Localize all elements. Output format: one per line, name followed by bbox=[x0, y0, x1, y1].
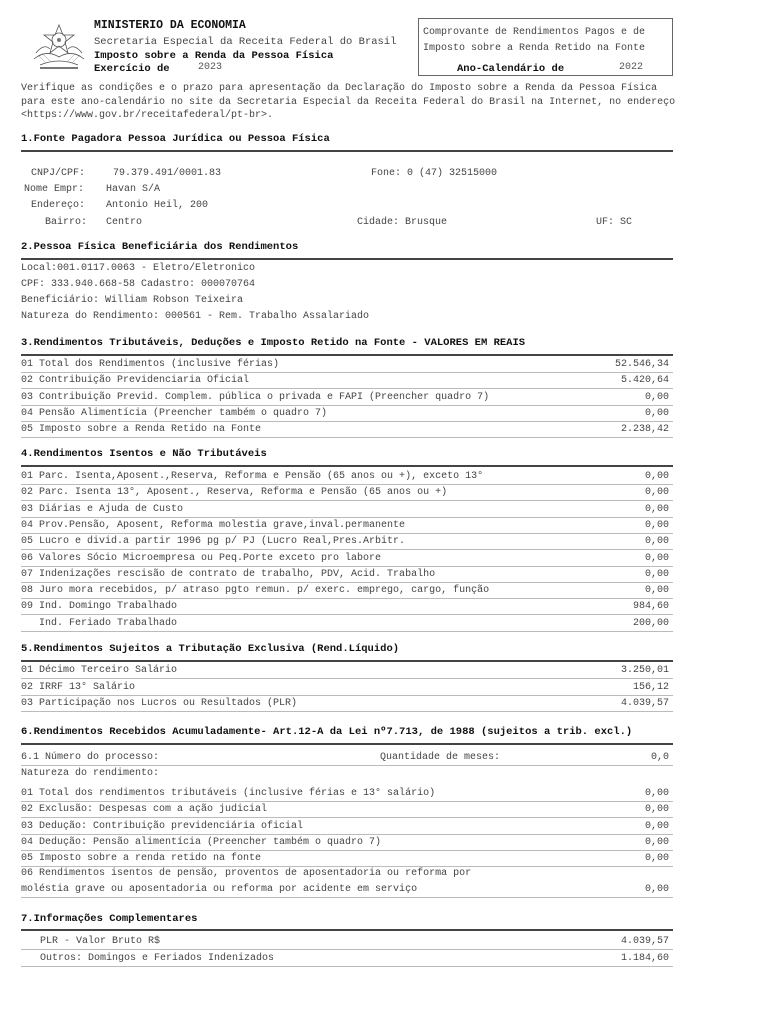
row-value: 4.039,57 bbox=[620, 698, 669, 709]
document-header bbox=[28, 17, 673, 77]
row-value: 0,00 bbox=[644, 804, 669, 816]
header-left bbox=[28, 17, 418, 77]
secretaria-name: Secretaria Especial da Receita Federal do Brasil bbox=[94, 36, 397, 48]
row-label: 01 Total dos rendimentos tributáveis (inclusive férias e 13° salário) bbox=[21, 788, 436, 799]
row06-value: 0,00 bbox=[644, 884, 669, 895]
section-5-title: 5.Rendimentos Sujeitos a Tributação Exclusiva (Rend.Líquido) bbox=[21, 643, 400, 655]
cpf-cadastro-text: CPF: 333.940.668-58 Cadastro: 000070764 bbox=[21, 279, 256, 290]
meses-label: Quantidade de meses: bbox=[380, 752, 501, 763]
table-row bbox=[21, 820, 673, 835]
comprovante-line-2: Imposto sobre a Renda Retido na Fonte bbox=[423, 43, 646, 54]
table-row bbox=[21, 852, 673, 867]
table-row bbox=[21, 519, 673, 534]
section-6-title: 6.Rendimentos Recebidos Acumuladamente- Art.12-A da Lei nº7.713, de 1988 (sujeitos a trib. excl.) bbox=[21, 726, 633, 738]
row-label: Outros: Domingos e Feriados Indenizados bbox=[40, 952, 275, 964]
row-value: 0,00 bbox=[644, 519, 669, 531]
section-5-rule bbox=[21, 660, 673, 662]
table-row bbox=[21, 374, 673, 389]
section-7-rule bbox=[21, 929, 673, 931]
row-label: 04 Prov.Pensão, Aposent, Reforma molestia grave,inval.permanente bbox=[21, 519, 406, 531]
row-label: 04 Dedução: Pensão alimentícia (Preencher também o quadro 7) bbox=[21, 836, 382, 848]
ano-calendario-label: Ano-Calendário de bbox=[457, 63, 565, 75]
exercicio-value: 2023 bbox=[198, 62, 223, 73]
natureza-rendimento-text: Natureza do Rendimento: 000561 - Rem. Trabalho Assalariado bbox=[21, 311, 370, 322]
table-row bbox=[21, 503, 673, 518]
comprovante-line-1: Comprovante de Rendimentos Pagos e de bbox=[423, 27, 646, 38]
row-label: 03 Diárias e Ajuda de Custo bbox=[21, 503, 184, 515]
row06 bbox=[21, 883, 673, 898]
table-row bbox=[21, 664, 673, 679]
natureza-label: Natureza do rendimento: bbox=[21, 768, 160, 779]
table-row bbox=[21, 486, 673, 501]
section-2-rule bbox=[21, 258, 673, 260]
table-row bbox=[21, 552, 673, 567]
row-label: 07 Indenizações rescisão de contrato de trabalho, PDV, Acid. Trabalho bbox=[21, 568, 436, 580]
cnpj-value: 79.379.491/0001.83 bbox=[113, 168, 222, 179]
document-subtitle: Imposto sobre a Renda da Pessoa Física bbox=[94, 50, 334, 62]
table-row bbox=[21, 600, 673, 615]
table-row bbox=[21, 935, 673, 950]
fone-text: Fone: 0 (47) 32515000 bbox=[371, 168, 498, 179]
table-row bbox=[21, 681, 673, 696]
row-label: 01 Décimo Terceiro Salário bbox=[21, 665, 178, 676]
nome-label: Nome Empr: bbox=[24, 184, 85, 195]
row-label: 05 Imposto sobre a renda retido na fonte bbox=[21, 853, 262, 865]
table-row bbox=[21, 617, 673, 632]
row-value: 3.250,01 bbox=[620, 665, 669, 676]
uf-text: UF: SC bbox=[596, 217, 633, 228]
row-value: 0,00 bbox=[644, 585, 669, 597]
coat-of-arms-icon bbox=[30, 23, 88, 71]
table-row bbox=[21, 697, 673, 712]
exercicio-label: Exercício de bbox=[94, 63, 170, 75]
ano-calendario-value: 2022 bbox=[619, 62, 644, 73]
row-value: 4.039,57 bbox=[620, 936, 669, 947]
row-value: 1.184,60 bbox=[620, 952, 669, 964]
row06-line-1: 06 Rendimentos isentos de pensão, proventos de aposentadoria ou reforma por bbox=[21, 868, 472, 879]
table-row bbox=[21, 836, 673, 851]
row-value: 0,00 bbox=[644, 568, 669, 580]
section-1-rule bbox=[21, 150, 673, 152]
row-label: 03 Dedução: Contribuição previdenciária oficial bbox=[21, 820, 304, 832]
row-label: 09 Ind. Domingo Trabalhado bbox=[21, 601, 178, 613]
section-6-rule bbox=[21, 743, 673, 745]
section-3-title: 3.Rendimentos Tributáveis, Deduções e Imposto Retido na Fonte - VALORES EM REAIS bbox=[21, 337, 526, 349]
section-7-title: 7.Informações Complementares bbox=[21, 913, 198, 925]
row-label: 02 Exclusão: Despesas com a ação judicial bbox=[21, 804, 268, 816]
row-value: 0,00 bbox=[644, 487, 669, 499]
row-value: 0,00 bbox=[644, 552, 669, 564]
table-row bbox=[21, 407, 673, 422]
row06-line-2: moléstia grave ou aposentadoria ou reforma por acidente em serviço bbox=[21, 884, 418, 895]
row-label: 01 Total dos Rendimentos (inclusive férias) bbox=[21, 359, 280, 370]
cnpj-label: CNPJ/CPF: bbox=[31, 168, 86, 179]
row-value: 200,00 bbox=[632, 617, 669, 629]
table-row bbox=[21, 358, 673, 373]
table-row bbox=[21, 568, 673, 583]
nome-value: Havan S/A bbox=[106, 184, 161, 195]
section-4-title: 4.Rendimentos Isentos e Não Tributáveis bbox=[21, 448, 267, 460]
row-label: 02 IRRF 13° Salário bbox=[21, 681, 136, 693]
comprovante-box bbox=[418, 18, 673, 76]
row-value: 984,60 bbox=[632, 601, 669, 613]
row-label: 02 Contribuição Previdenciaria Oficial bbox=[21, 375, 250, 387]
section-1-title: 1.Fonte Pagadora Pessoa Jurídica ou Pessoa Física bbox=[21, 133, 330, 145]
endereco-label: Endereço: bbox=[31, 200, 86, 211]
row-value: 0,00 bbox=[644, 407, 669, 419]
bairro-label: Bairro: bbox=[45, 217, 88, 228]
row-value: 0,00 bbox=[644, 853, 669, 865]
beneficiario-text: Beneficiário: William Robson Teixeira bbox=[21, 295, 244, 306]
row-label: 01 Parc. Isenta,Aposent.,Reserva, Reforma e Pensão (65 anos ou +), exceto 13° bbox=[21, 471, 484, 482]
meses-value: 0,0 bbox=[650, 752, 669, 763]
row-value: 0,00 bbox=[644, 391, 669, 403]
row-label: 03 Contribuição Previd. Complem. pública o privada e FAPI (Preencher quadro 7) bbox=[21, 391, 490, 403]
row-label: PLR - Valor Bruto R$ bbox=[40, 936, 161, 947]
row-label: 08 Juro mora recebidos, p/ atraso pgto remun. p/ exerc. emprego, cargo, função bbox=[21, 585, 490, 597]
section-3-rule bbox=[21, 354, 673, 356]
row-value: 0,00 bbox=[644, 788, 669, 799]
section-4-rule bbox=[21, 465, 673, 467]
row-label: 06 Valores Sócio Microempresa ou Peq.Porte exceto pro labore bbox=[21, 552, 382, 564]
row-value: 0,00 bbox=[644, 503, 669, 515]
row-label: 05 Lucro e divid.a partir 1996 pg p/ PJ (Lucro Real,Pres.Arbitr. bbox=[21, 536, 406, 548]
endereco-value: Antonio Heil, 200 bbox=[106, 200, 209, 211]
table-row bbox=[21, 803, 673, 818]
bairro-value: Centro bbox=[106, 217, 143, 228]
row-value: 0,00 bbox=[644, 471, 669, 482]
section-2-title: 2.Pessoa Física Beneficiária dos Rendimentos bbox=[21, 241, 299, 253]
row-value: 5.420,64 bbox=[620, 375, 669, 387]
table-row bbox=[21, 584, 673, 599]
row-label: 04 Pensão Alimentícia (Preencher também o quadro 7) bbox=[21, 407, 328, 419]
row-label: 03 Participação nos Lucros ou Resultados (PLR) bbox=[21, 698, 298, 709]
row-label: 02 Parc. Isenta 13°, Aposent., Reserva, Reforma e Pensão (65 anos ou +) bbox=[21, 487, 448, 499]
local-text: Local:001.0117.0063 - Eletro/Eletronico bbox=[21, 263, 256, 274]
table-row bbox=[21, 787, 673, 802]
row-label: 05 Imposto sobre a Renda Retido na Fonte bbox=[21, 424, 262, 436]
table-row bbox=[21, 391, 673, 406]
row-label: Ind. Feriado Trabalhado bbox=[21, 617, 178, 629]
row-value: 0,00 bbox=[644, 536, 669, 548]
ministry-title: MINISTERIO DA ECONOMIA bbox=[94, 19, 246, 32]
cidade-text: Cidade: Brusque bbox=[357, 217, 448, 228]
processo-row bbox=[21, 751, 673, 766]
processo-label: 6.1 Número do processo: bbox=[21, 752, 160, 763]
row-value: 0,00 bbox=[644, 820, 669, 832]
intro-text: Verifique as condições e o prazo para apresentação da Declaração do Imposto sobre a Renda da Pessoa Física para este ano-calendário no site da Secretaria Especial da Receita Federal do Brasil na Internet, no endereço <https://www.gov.br/receitafederal/pt-br>. bbox=[21, 83, 676, 121]
row-value: 156,12 bbox=[632, 681, 669, 693]
table-row bbox=[21, 423, 673, 438]
table-row bbox=[21, 470, 673, 485]
row-value: 2.238,42 bbox=[620, 424, 669, 436]
table-row bbox=[21, 535, 673, 550]
comprovante-title bbox=[423, 25, 645, 57]
table-row bbox=[21, 952, 673, 967]
row-value: 52.546,34 bbox=[614, 359, 669, 370]
row-value: 0,00 bbox=[644, 836, 669, 848]
